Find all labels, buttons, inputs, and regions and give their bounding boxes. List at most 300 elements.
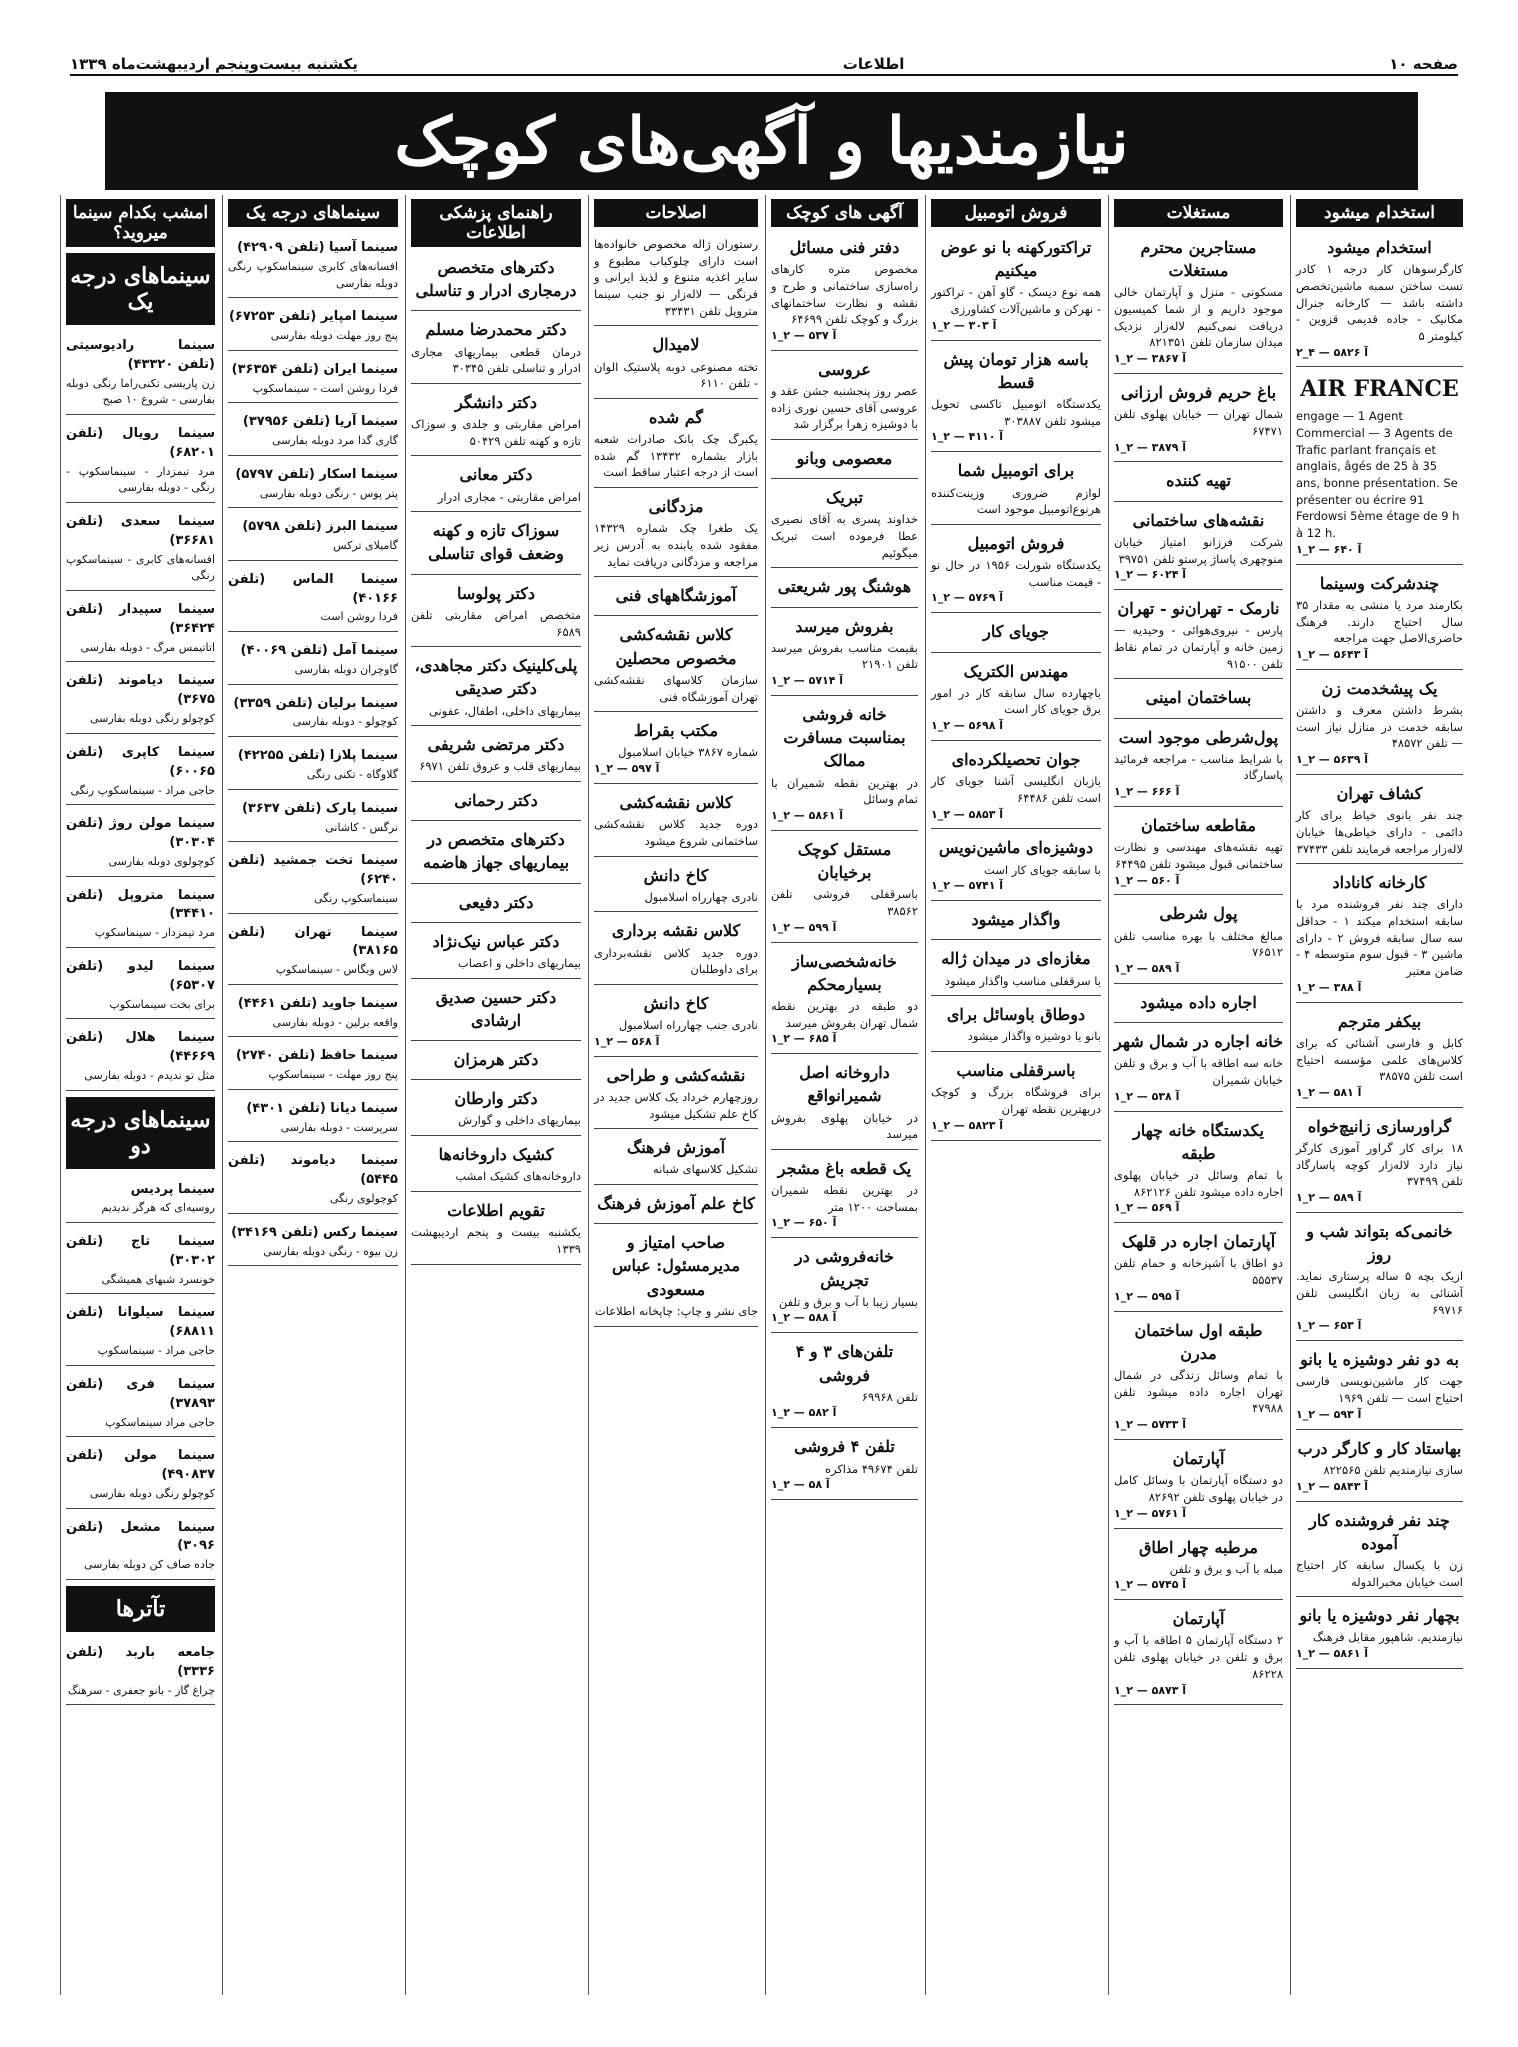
cinema-program: حاجی مراد - سینماسکوپ: [97, 1344, 215, 1358]
column-col7: [60, 195, 220, 1995]
ad-title: باسرقفلی مناسب: [956, 1061, 1076, 1081]
ad-body: یکدستگاه اتومبیل تاکسی تحویل میشود تلفن ۳۰۳۸۸۷: [931, 397, 1101, 428]
cinema-listing: [66, 881, 215, 948]
cinema-listing: [66, 595, 215, 662]
ad-code: آ ۵۶۹۸ — ۲_۱: [931, 719, 1004, 733]
classified-ad: [411, 927, 581, 979]
ad-title: کاخ دانش: [643, 865, 709, 885]
ad-code: آ ۶۴۰ — ۲_۱: [1296, 542, 1362, 556]
ad-code: آ ۶۶۶ — ۲_۱: [1114, 785, 1180, 799]
ad-title: تبریک: [826, 488, 863, 508]
cinema-listing: [66, 1638, 215, 1705]
ad-body: تشکیل کلاسهای شبانه: [652, 1162, 758, 1177]
ad-body: امراض مقاربتی و جلدی و سوزاک تازه و کهنه تلفن ۵۰۴۲۹: [411, 417, 581, 448]
ad-title: فروش اتومبیل: [967, 533, 1065, 553]
classified-ad: [1296, 779, 1463, 864]
ad-body: روزچهارم خرداد یک کلاس جدید در کاخ علم تشکیل میشود: [594, 1089, 758, 1121]
cinema-name: سینما پردیس: [130, 1181, 215, 1197]
ad-body: برای فروشگاه بزرگ و کوچک دربهترین نقطه تهران: [931, 1085, 1101, 1116]
ad-body: دو اطاق با آشپزخانه و حمام تلفن ۵۵۵۳۷: [1114, 1256, 1283, 1288]
cinema-listing: [66, 1227, 215, 1294]
classified-ad: [1114, 988, 1283, 1023]
ad-body: نادری جنب چهارراه اسلامبول: [618, 1018, 758, 1033]
ad-title: خانه اجاره در شمال شهر: [1113, 1032, 1283, 1052]
classified-ad: [1114, 1116, 1283, 1224]
cinema-name: سینما پلازا (تلفن ۴۲۲۵۵): [237, 748, 398, 764]
cinema-program: افسانه‌های کابری سینماسکوپ رنگی دوبله بفارسی: [228, 259, 398, 290]
column-header: استخدام میشود: [1296, 199, 1463, 227]
ad-title: صاحب امتیاز و مدیرمسئول: عباس مسعودی: [611, 1233, 741, 1299]
cinema-program: پتر پوس - رنگی دوبله بفارسی: [259, 486, 398, 500]
cinema-listing: [228, 1094, 398, 1143]
ad-title: بفروش میرسد: [795, 616, 894, 636]
cinema-listing: [66, 1370, 215, 1437]
ad-body: یک طغرا چک شماره ۱۴۳۲۹ مفقود شده یابنده به آدرس زیر مراجعه و مزدگانی دریافت نماید: [594, 521, 758, 569]
cinema-program: گاوچران دوبله بفارسی: [294, 662, 398, 676]
cinema-listing: [66, 1513, 215, 1580]
section-first-class-cinemas: سینماهای درجه یک: [66, 253, 215, 325]
ad-body: مبالغ مختلف با بهره مناسب تلفن ۷۶۵۱۲: [1114, 928, 1283, 960]
column-col2: [1108, 195, 1288, 1995]
ad-title: پول شرطی: [1159, 904, 1238, 924]
cinema-name: سینما لیدو (تلفن ۶۵۳۰۷): [66, 958, 215, 993]
classified-ad: [931, 456, 1101, 525]
ad-body: بیماریهای داخلی و اعصاب: [457, 956, 581, 971]
cinema-name: سینما برلیان (تلفن ۳۳۵۹): [233, 695, 398, 711]
cinema-listing: [66, 1298, 215, 1365]
classified-ad: [594, 233, 758, 326]
ad-body: با شرایط مناسب - مراجعه فرمائید پاسارگاد: [1114, 751, 1283, 783]
ad-code: آ ۶۰۲۴ — ۲_۱: [1114, 568, 1187, 582]
cinema-name: سینما امپایر (تلفن ۶۷۲۵۳): [228, 309, 398, 325]
classified-ad: [931, 1056, 1101, 1140]
ad-title: آپارتمان: [1172, 1449, 1225, 1469]
cinema-listing: [228, 565, 398, 632]
classified-ad: [1114, 1444, 1283, 1528]
ad-code: آ ۵۹۳ — ۲_۱: [1296, 1407, 1362, 1421]
cinema-name: سینما اسکار (تلفن ۵۷۹۷): [235, 466, 398, 482]
classified-ad: [411, 253, 581, 311]
ad-code: آ ۵۳۷ — ۲_۱: [771, 328, 837, 342]
ad-code: آ ۶۵۳ — ۲_۱: [1296, 1319, 1362, 1333]
classified-ad: [1296, 233, 1463, 367]
ad-body: یکشنبه بیست و پنجم اردیبهشت ۱۳۳۹: [411, 1225, 581, 1256]
classified-ad: [931, 529, 1101, 613]
cinema-listing: [228, 233, 398, 298]
ad-body: ازیک بچه ۵ ساله پرستاری نماید. آشنائی به زبان انگلیسی تلفن ۶۹۷۱۶: [1296, 1269, 1464, 1317]
ad-code: آ ۵۸۹ — ۲_۱: [1296, 1191, 1362, 1204]
ad-code: آ ۳۸۸ — ۲_۱: [1296, 980, 1362, 994]
cinema-listing: [228, 1146, 398, 1213]
ad-body: لوازم ضروری وزینت‌کننده هرنوع‌اتومبیل موجود است: [931, 485, 1101, 517]
cinema-name: سینما جاوید (تلفن ۴۴۶۱): [237, 995, 398, 1011]
classified-ad: [411, 730, 581, 782]
classified-ad: [594, 916, 758, 985]
ad-title: بساختمان امینی: [1145, 688, 1252, 708]
cinema-listing: [66, 952, 215, 1019]
ad-title: خانمی‌که بتواند شب و روز: [1306, 1221, 1453, 1265]
ad-body: با سرقفلی مناسب واگذار میشود: [944, 973, 1101, 988]
cinema-name: سینما مولن (تلفن ۴۹۰۸۳۷): [66, 1448, 215, 1483]
ad-body: مبله با آب و برق و تلفن: [1169, 1561, 1283, 1576]
ad-title: دکتر محمدرضا مسلم: [425, 320, 567, 340]
ad-title: معصومی وبانو: [796, 449, 893, 469]
classified-ad: [931, 345, 1101, 453]
ad-title: آپارتمان اجاره در قلهک: [1121, 1232, 1276, 1252]
classified-ad: [411, 825, 581, 883]
ad-title: دکتر رحمانی: [454, 791, 538, 811]
classified-ad: [771, 700, 918, 831]
ad-body: سازمان کلاسهای نقشه‌کشی تهران آموزشگاه فنی: [594, 672, 758, 704]
ad-body: سازی نیازمندیم تلفن ۸۲۲۵۶۵: [1323, 1462, 1463, 1477]
ad-body: دوره جدید کلاس نقشه‌برداری برای داوطلبان: [594, 945, 758, 977]
ad-title: دکتر معانی: [459, 465, 533, 485]
ad-title: مستاجرین محترم مستغلات: [1140, 238, 1257, 281]
cinema-listing: [66, 809, 215, 876]
classified-ad: [771, 835, 918, 943]
classified-ad: [1114, 466, 1283, 501]
cinema-program: زن پاریسی تکنی‌راما رنگی دوبله بفارسی - شروع ۱۰ صبح: [66, 376, 215, 407]
cinema-name: سینما رویال (تلفن ۶۸۲۰۱): [66, 426, 215, 460]
cinema-name: سینما فری (تلفن ۳۷۸۹۳): [66, 1376, 215, 1411]
cinema-listing: [66, 1023, 215, 1090]
classified-ad: [931, 1000, 1101, 1052]
cinema-name: سینما مولن روژ (تلفن ۳۰۳۰۴): [66, 816, 215, 851]
ad-title: خانه‌فروشی در تجریش: [794, 1247, 895, 1290]
ad-title: دکتر وارطان: [454, 1089, 538, 1109]
cinema-program: کوچولوی رنگی: [329, 1192, 398, 1206]
cinema-program: سرپرست - دوبله بفارسی: [280, 1120, 398, 1134]
classified-ad: [411, 315, 581, 384]
cinema-name: سینما آسیا (تلفن ۴۲۹۰۹): [237, 240, 398, 255]
classified-ad: [931, 233, 1101, 341]
ad-title: یکدستگاه خانه چهار طبقه: [1133, 1120, 1264, 1163]
cinema-program: حاجی مراد سینماسکوپ: [105, 1415, 215, 1429]
classified-ad: [771, 612, 918, 696]
cinema-listing: [66, 1441, 215, 1508]
cinema-listing: [228, 460, 398, 509]
ad-code: آ ۵۹۷ — ۲_۱: [594, 762, 660, 776]
ad-body: کابل و فارسی آشنائی که برای کلاس‌های علمی مؤسسه احتیاج است تلفن ۳۸۵۷۵: [1296, 1035, 1463, 1084]
cinema-program: گامیلای ترکس: [333, 539, 398, 553]
cinema-name: سینما مشعل (تلفن ۳۰۹۶): [66, 1519, 215, 1554]
ad-title: جوان تحصیلکرده‌ای: [951, 749, 1081, 769]
ad-title: داروخانه اصل شمیرانواقع: [799, 1063, 890, 1106]
classified-ad: [1296, 1007, 1463, 1108]
cinema-listing: [228, 741, 398, 790]
ad-body: رستوران ژاله مخصوص خانواده‌ها است دارای چلوکباب مطبوع و سایر اغذیه متنوع و لذیذ ایرانی و فرنگی — لاله‌زار نو جنب سینما متروپل تلفن ۳۳۴۳۱: [594, 237, 758, 318]
cinema-listing: [66, 331, 215, 415]
ad-body: بشرط داشتن معرف و داشتن سابقه خدمت در منازل نیاز است — تلفن ۴۸۵۷۲: [1296, 703, 1463, 751]
ad-body: کارگرسوهان کار درجه ۱ کادر تست ساختن سمبه ماشین‌تخصص داشته باشد — کارخانه جنرال مکانیک - جاده قدیمی قزوین - کیلومتر ۵: [1296, 262, 1464, 343]
ad-title: دکتر دانشگر: [455, 392, 537, 412]
ad-title: مزدگانی: [648, 497, 704, 517]
classified-ad: [771, 1154, 918, 1238]
classified-ad: [594, 1228, 758, 1326]
cinema-program: کوچولو رنگی دوبله بفارسی: [89, 712, 215, 726]
cinema-listing: [228, 636, 398, 685]
cinema-name: سینما متروپل (تلفن ۳۴۴۱۰): [66, 887, 215, 922]
column-header: امشب بکدام سینما میروید؟: [66, 199, 215, 247]
cinema-program: کوچولو - دوبله بفارسی: [292, 715, 398, 729]
cinema-listing: [228, 989, 398, 1038]
cinema-program: پنج روز مهلت دوبله بفارسی: [270, 329, 398, 343]
ad-code: آ ۵۸۱ — ۲_۱: [1296, 1085, 1362, 1099]
classified-ad: [1114, 1227, 1283, 1311]
column-col4: [765, 195, 923, 1995]
ad-title: تقویم اطلاعات: [447, 1201, 545, 1220]
ad-code: آ ۵۷۶۱ — ۲_۱: [1114, 1506, 1187, 1520]
classified-ad: [411, 1196, 581, 1265]
cinema-name: سینما پارک (تلفن ۳۶۳۷): [241, 800, 398, 816]
cinema-program: فردا روشن است - سینماسکوپ: [252, 381, 398, 395]
ad-code: آ ۵۸۶۱ — ۲_۱: [1296, 1647, 1369, 1661]
ad-title: برای اتومبیل شما: [957, 461, 1075, 481]
ad-code: آ ۶۸۵ — ۲_۱: [771, 1032, 837, 1046]
ad-body: بیماریهای قلب و عروق تلفن ۶۹۷۱: [419, 759, 581, 774]
ad-title: یک پیشخدمت زن: [1321, 678, 1438, 698]
ad-body: یکبرگ چک بانک صادرات شعبه بازار بشماره ۱۳۴۳۲ گم شده است از درجه اعتبار ساقط است: [594, 432, 759, 480]
ad-body: باچهارده سال سابقه کار در امور برق جویای کار است: [931, 685, 1101, 717]
column-header: راهنمای پزشکی اطلاعات: [411, 199, 581, 247]
classified-ad: [411, 516, 581, 574]
ad-code: آ ۵۸۵۳ — ۲_۱: [931, 807, 1004, 821]
cinema-listing: [228, 1041, 398, 1090]
ad-body: جهت کار ماشین‌نویسی فارسی احتیاج است — تلفن ۱۹۶۹: [1296, 1374, 1463, 1406]
ad-body: در بهترین نقطه شمیران بمساحت ۱۲۰۰ متر: [771, 1183, 918, 1214]
cinema-program: گلاوگاه - تکنی رنگی: [306, 768, 398, 781]
ad-body: بکارمند مرد یا منشی به مقدار ۳۵ سال احتیاج دارند. فرهنگ حاضری‌الاصل جهت مراجعه: [1296, 597, 1463, 646]
newspaper-name: اطلاعات: [842, 55, 905, 73]
classified-ad: [931, 617, 1101, 652]
ad-code: آ ۵۸۶۱ — ۲_۱: [771, 808, 844, 822]
ad-title: تراکتورکهنه با نو عوض میکنیم: [940, 238, 1092, 281]
classified-ad: [1114, 233, 1283, 374]
ad-title: پول‌شرطی موجود است: [1118, 727, 1279, 747]
ad-title: نارمک - تهران‌نو - تهران: [1117, 599, 1280, 619]
ad-code: آ ۵۶۰ — ۲_۱: [1114, 873, 1180, 887]
ad-body: خداوند پسری به آقای نصیری عطا فرموده است تبریک میگوئیم: [771, 512, 918, 560]
cinema-program: سینماسکوپ رنگی: [313, 891, 398, 905]
ad-body: باسرقفلی فروشی تلفن ۳۸۵۶۲: [771, 887, 918, 918]
cinema-listing: [66, 738, 215, 805]
classified-ad: [1114, 378, 1283, 462]
classified-ad: [594, 861, 758, 913]
cinema-program: افسانه‌های کابری - سینماسکوپ رنگی: [66, 552, 215, 583]
classified-ad: [1114, 594, 1283, 679]
ad-title: مرطبه چهار اطاق: [1138, 1537, 1258, 1557]
cinema-name: سینما هلال (تلفن ۴۴۶۶۹): [66, 1030, 215, 1065]
ad-body: ۲ دستگاه آپارتمان ۵ اطاقه با آب و برق و تلفن در خیابان پهلوی تلفن ۸۶۲۲۸: [1114, 1633, 1283, 1681]
ad-code: آ ۵۸ — ۲_۱: [771, 1478, 830, 1492]
ad-title: کشیک داروخانه‌ها: [438, 1145, 554, 1165]
cinema-name: سینما کاپری (تلفن ۶۰۰۶۵): [66, 744, 215, 779]
classified-ad: [594, 1189, 758, 1224]
ad-title: مهندس الکتریک: [963, 661, 1069, 681]
ad-body: تلفن ۶۹۹۶۸: [861, 1389, 918, 1404]
ad-title: بهاستاد کار و کارگر درب: [1297, 1438, 1462, 1458]
ad-title: گم شده: [648, 407, 704, 427]
cinema-program: لاس ویگاس - سینماسکوپ: [275, 963, 398, 977]
classified-ad: [771, 355, 918, 440]
ad-code: آ ۵۸۹ — ۲_۱: [1114, 961, 1180, 975]
ad-code: آ ۵۶۹ — ۲_۱: [1114, 1201, 1180, 1215]
cinema-program: مثل تو ندیدم - دوبله بفارسی: [84, 1068, 215, 1082]
ad-body: ۱۸ برای کار گراور آموزی کارگر نیاز دارد لاله‌زار کوچه پاسارگاد تلفن ۳۷۴۹۹: [1296, 1140, 1463, 1189]
classified-ad: [1114, 1316, 1283, 1440]
cinema-name: سینما الماس (تلفن ۴۰۱۶۶): [228, 571, 398, 606]
ad-title: مغازه‌ای در میدان ژاله: [941, 949, 1091, 969]
ad-code: آ ۵۷۴۵ — ۲_۱: [1114, 1578, 1187, 1592]
cinema-name: سینما رادیوسیتی (تلفن ۴۳۳۲۰): [66, 338, 215, 372]
classified-ad: [771, 444, 918, 479]
ad-body: بازبان انگلیسی آشنا جویای کار است تلفن ۶۴۴۸۶: [931, 774, 1101, 805]
ad-code: آ ۵۷۳۳ — ۲_۱: [1114, 1418, 1187, 1432]
classified-ad: [594, 620, 758, 712]
ad-title: کلاس نقشه برداری: [611, 921, 741, 941]
ad-code: آ ۵۹۹ — ۲_۱: [771, 920, 837, 934]
classified-ad: [411, 983, 581, 1041]
ad-title: دوشیزه‌ای ماشین‌نویس: [938, 838, 1094, 858]
ad-title: تهیه کننده: [1166, 471, 1231, 491]
cinema-name: جامعه باربد (تلفن ۳۳۳۶): [66, 1644, 215, 1679]
column-col6: [405, 195, 586, 1995]
classified-ad: [411, 1084, 581, 1136]
cinema-program: زن بیوه - رنگی دوبله بفارسی: [263, 1244, 398, 1258]
ad-title: دکتر مرتضی شریفی: [427, 735, 565, 755]
ad-title: پلی‌کلینیک دکتر مجاهدی، دکتر صدیقی: [414, 656, 578, 699]
ad-title: کارخانه کاناداد: [1332, 873, 1427, 893]
classified-ad: [771, 1432, 918, 1500]
ad-body: عصر روز پنجشنبه جشن عقد و عروسی آقای حسین نوری زاده با دوشیزه زهرا برگزار شد: [771, 384, 918, 432]
classified-ad: [411, 651, 581, 726]
classified-ad: [771, 572, 918, 607]
cinema-listing: [228, 302, 398, 351]
cinema-program: گاری گدا مرد دوبله بفارسی: [272, 434, 398, 448]
ad-body: بیماریهای داخلی و گوارش: [458, 1113, 581, 1128]
cinema-listing: [228, 355, 398, 404]
classified-ad: [594, 989, 758, 1057]
ad-title: دکتر دفیعی: [458, 892, 534, 912]
ad-code: آ ۵۹۵ — ۲_۱: [1114, 1289, 1180, 1303]
cinema-program: فردا روشن است: [320, 610, 398, 624]
cinema-name: سینما آریا (تلفن ۳۷۹۵۶): [242, 414, 398, 430]
cinema-program: کوچولو رنگی دوبله بفارسی: [89, 1486, 215, 1500]
classified-ad: [771, 483, 918, 568]
ad-body: شمال تهران — خیابان پهلوی تلفن ۶۷۴۷۱: [1114, 407, 1283, 438]
column-col5: [588, 195, 763, 1995]
ad-title: یک قطعه باغ مشجر: [777, 1158, 912, 1178]
ad-body: دارای چند نفر فروشنده مرد با سابقه استخدام میکند ۱ - حداقل سه سال سابقه فروش ۲ - دارای ماشین ۳ - قبول سوم متوسطه ۴ - ضامن معتبر: [1296, 897, 1463, 979]
ad-title: کشاف تهران: [1336, 783, 1423, 803]
ad-body: تلفن ۴۹۶۷۴ مذاکره: [824, 1461, 918, 1476]
ad-title: آموزش فرهنگ: [626, 1138, 726, 1158]
cinema-name: سینما رکس (تلفن ۳۴۱۶۹): [231, 1224, 398, 1240]
ad-title: دکتر عباس نیک‌نژاد: [432, 931, 560, 951]
classified-ad: [594, 403, 758, 488]
ad-title: اجاره داده میشود: [1140, 992, 1257, 1012]
ad-title: دکتر حسین صدیق ارشادی: [435, 987, 557, 1030]
ad-code: آ ۴۱۱۰ — ۲_۱: [931, 430, 1004, 444]
ad-body: امراض مقاربتی - مجاری ادرار: [437, 489, 581, 504]
ad-title: دفتر فنی مسائل: [789, 238, 900, 257]
ad-code: آ ۵۳۸ — ۲_۱: [1114, 1089, 1180, 1103]
cinema-listing: [228, 689, 398, 738]
classified-ad: [1296, 569, 1463, 670]
classified-ad: [594, 788, 758, 857]
ad-code: آ ۵۸۲۳ — ۲_۱: [931, 1118, 1004, 1132]
ad-title: به دو نفر دوشیزه یا بانو: [1300, 1350, 1459, 1370]
ad-body: نیازمندیم. شاهپور مقابل فرهنگ: [1312, 1630, 1463, 1645]
ad-title: باغ حریم فروش ارزانی: [1120, 383, 1277, 402]
issue-date: یکشنبه بیست‌و‌پنجم اردیبهشت‌ماه ۱۳۳۹: [70, 55, 358, 73]
cinema-name: سینما حافظ (تلفن ۲۷۴۰): [235, 1048, 398, 1064]
ad-body: در بهترین نقطه شمیران با تمام وسائل: [771, 775, 918, 807]
page-header: [70, 54, 1458, 76]
classified-ad: [411, 786, 581, 821]
cinema-program: مرد تیمزدار - سینماسکوپ: [94, 926, 215, 940]
classified-ad: [411, 1140, 581, 1192]
classified-ad: [411, 579, 581, 648]
cinema-name: سینما سعدی (تلفن ۳۶۶۸۱): [66, 514, 215, 548]
ad-body: با تمام وسائل در خیابان پهلوی اجاره داده میشود تلفن ۸۶۲۱۲۶: [1114, 1167, 1283, 1199]
classified-ad: [1114, 899, 1283, 983]
classified-ad: [771, 947, 918, 1055]
cinema-name: سینما تاج (تلفن ۳۰۳۰۲): [66, 1234, 215, 1268]
ad-body: خانه سه اطاقه با آب و برق و تلفن خیابان شمیران: [1114, 1056, 1283, 1087]
cinema-name: سینما سیلوانا (تلفن ۶۸۸۱۱): [66, 1305, 215, 1340]
ad-code: آ ۵۸۸ — ۲_۱: [771, 1311, 837, 1325]
ad-title: باسه هزار تومان پیش قسط: [943, 349, 1089, 392]
ad-title: آموزشگاههای فنی: [615, 586, 737, 606]
classified-ad: [771, 1337, 918, 1428]
classified-ad: [1296, 371, 1463, 564]
ad-title: چندشرکت وسینما: [1319, 573, 1440, 593]
cinema-name: سینما دیاموند (تلفن ۵۴۴۵): [228, 1153, 398, 1188]
classified-ad: [1296, 1112, 1463, 1213]
classified-ad: [411, 888, 581, 923]
classified-ad: [594, 330, 758, 399]
column-header: مستغلات: [1114, 199, 1283, 227]
ad-code: آ ۵۶۴۳ — ۲_۱: [1296, 647, 1369, 661]
section-theatres: تآترها: [66, 1586, 215, 1632]
ad-title: بچهار نفر دوشیزه یا بانو: [1299, 1606, 1460, 1626]
ad-body: در خیابان پهلوی بفروش میرسد: [771, 1110, 918, 1142]
classified-ad: [931, 745, 1101, 829]
ad-body: زن با یکسال سابقه کار احتیاج است خیابان مخبرالدوله: [1296, 1557, 1463, 1589]
classified-ad: [1114, 506, 1283, 590]
column-header: آگهی های کوچک: [771, 199, 918, 227]
ad-title: چند نفر فروشنده کار آموده: [1309, 1510, 1450, 1553]
classified-ad: [1296, 1434, 1463, 1502]
ad-code: آ ۵۸۴۳ — ۲_۱: [1296, 1479, 1369, 1493]
ad-title: مکتب بقراط: [633, 721, 719, 741]
classified-ad: [411, 1045, 581, 1080]
ad-code: آ ۵۷۱۴ — ۲_۱: [771, 674, 844, 688]
cinema-listing: [66, 666, 215, 733]
ad-title: لامیدال: [652, 335, 700, 355]
ad-code: آ ۵۸۲۶ — ۴_۲: [1296, 345, 1369, 359]
cinema-name: سینما دیاموند (تلفن ۳۶۷۵): [66, 673, 215, 708]
classified-ad: [931, 657, 1101, 741]
ad-title: جویای کار: [983, 622, 1049, 642]
ad-body: شرکت فرزانو امتیاز خیابان منوچهری پاساژ پرستو تلفن ۳۹۷۵۱: [1114, 534, 1283, 566]
ad-title: تلفن ۴ فروشی: [794, 1437, 895, 1457]
classified-ad: [771, 1242, 918, 1333]
classified-ad: [1296, 1217, 1463, 1341]
cinema-name: سینما البرز (تلفن ۵۷۹۸): [242, 519, 398, 535]
cinema-program: کوچولوی دوبله بفارسی: [108, 854, 215, 868]
